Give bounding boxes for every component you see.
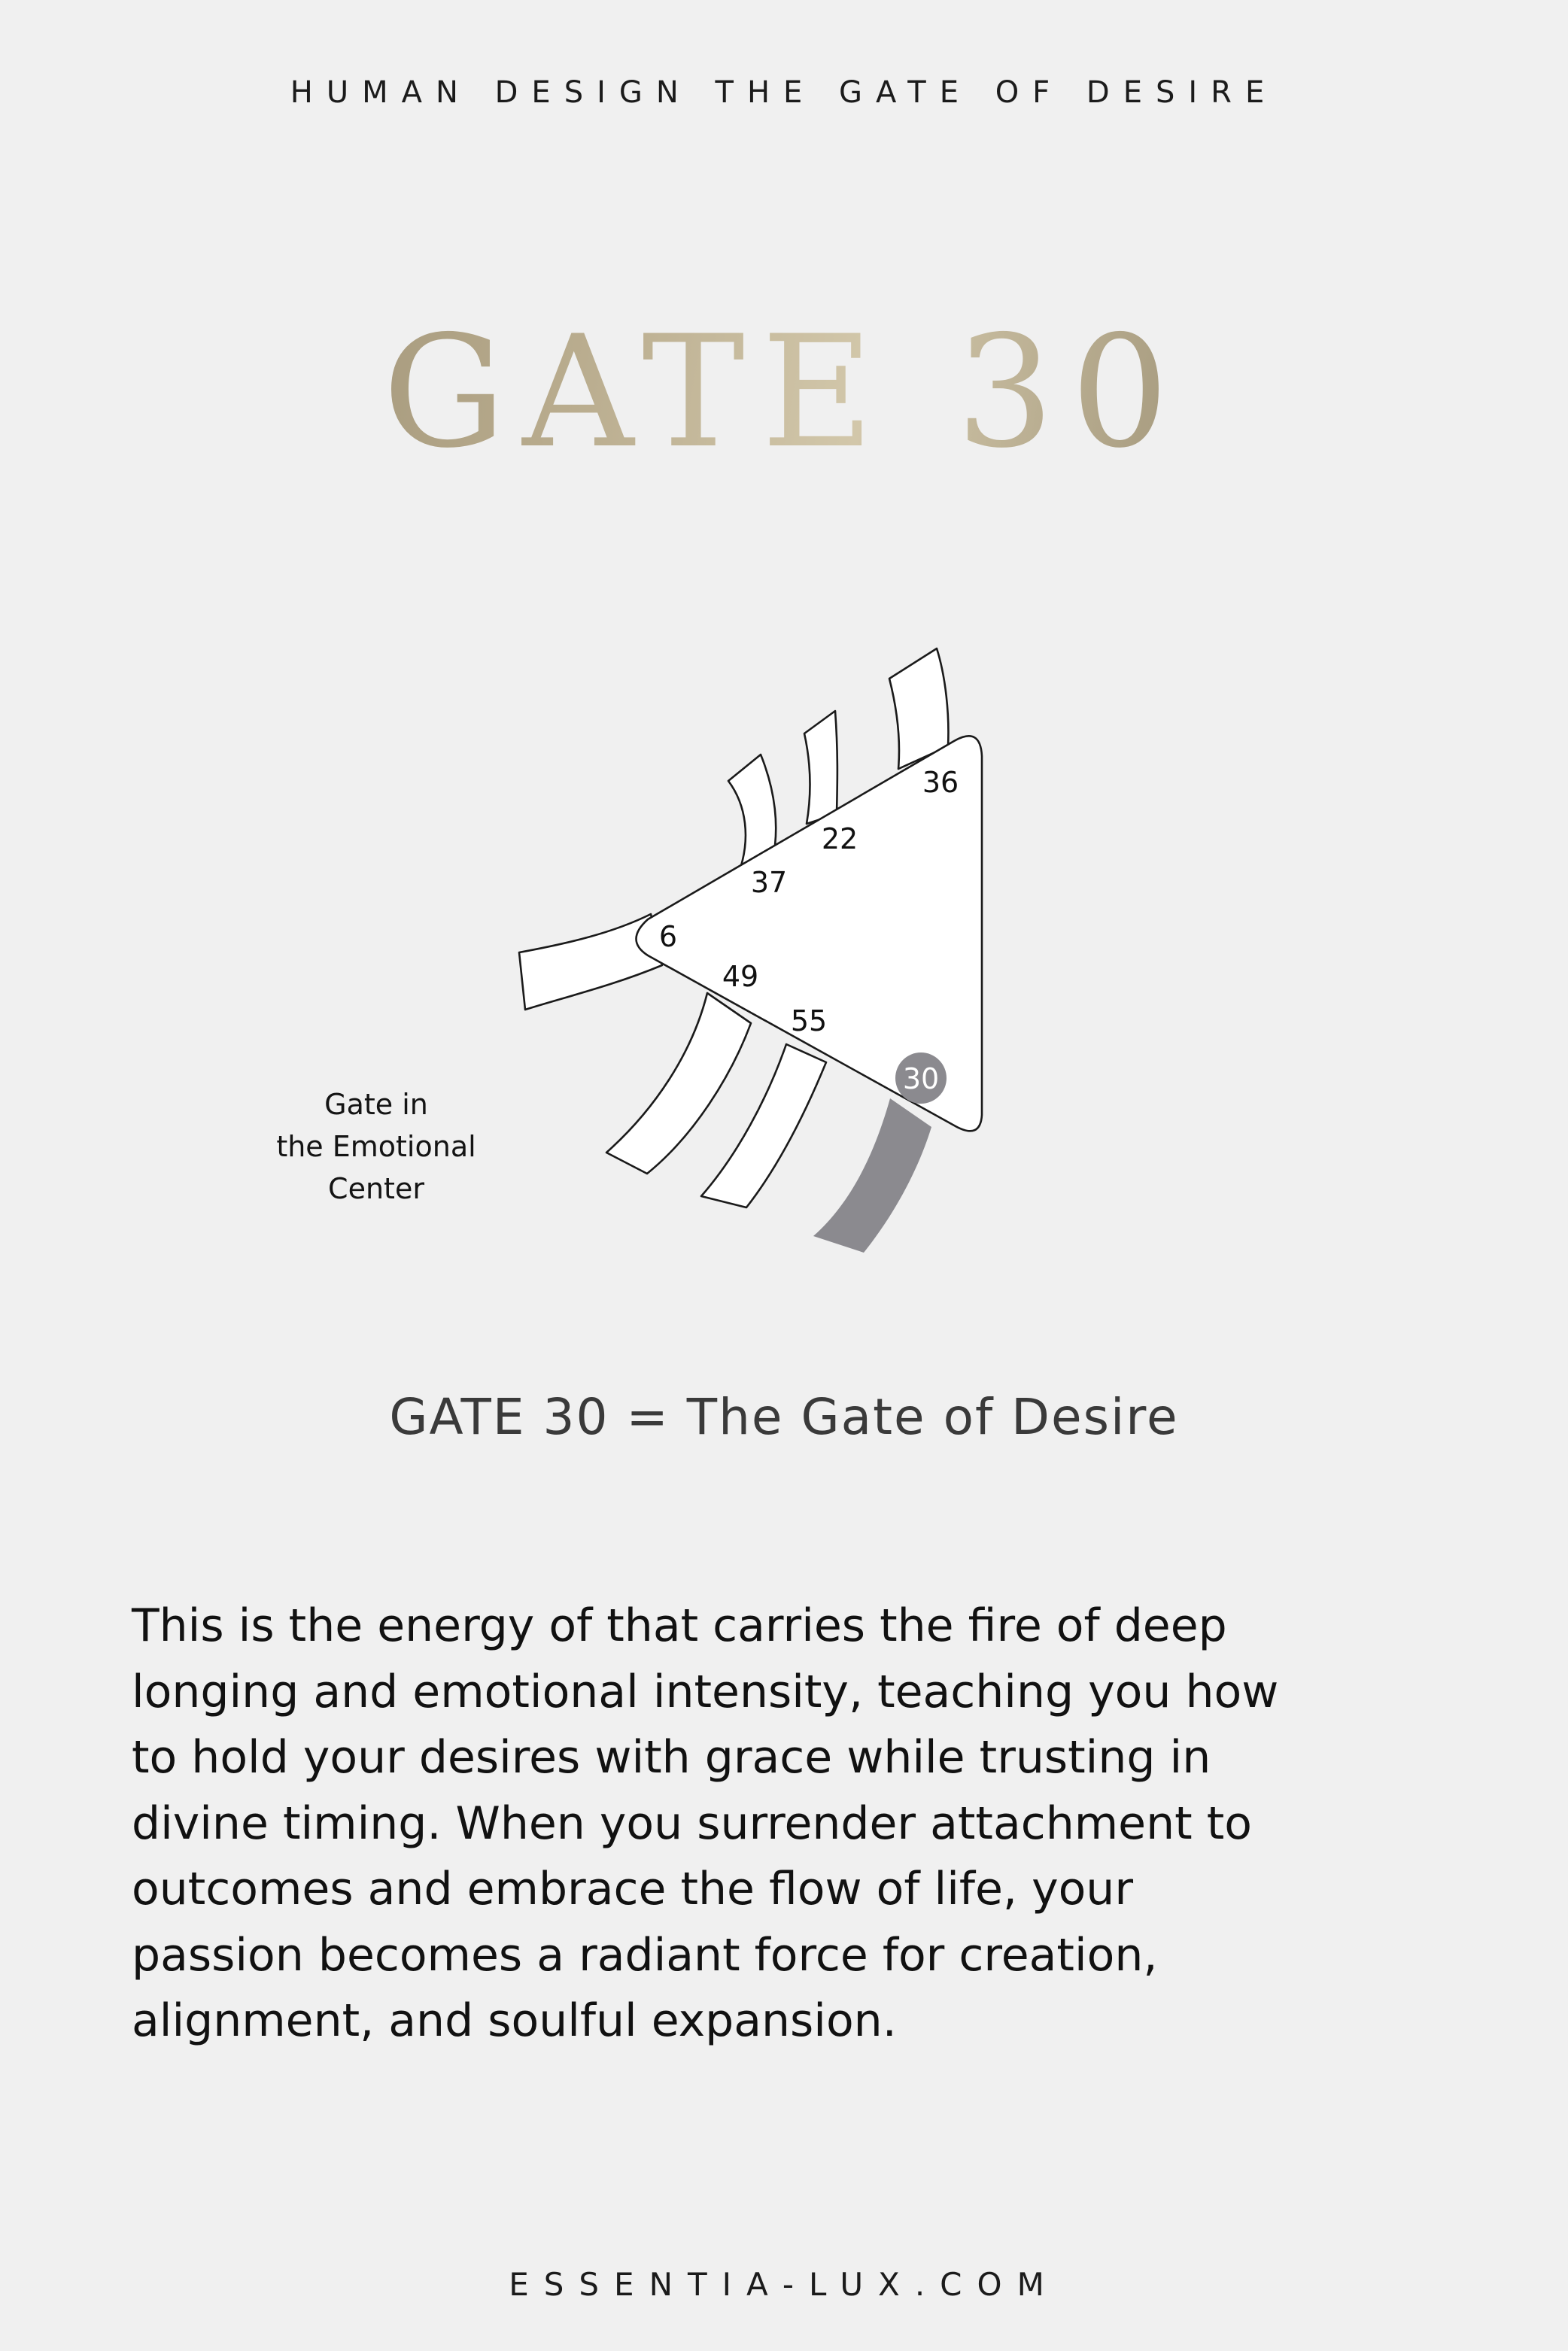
description-line: longing and emotional intensity, teaching you how	[132, 1665, 1279, 1718]
description-line: alignment, and soulful expansion.	[132, 1994, 897, 2047]
footer-url: ESSENTIA-LUX.COM	[509, 2266, 1059, 2303]
gate-subtitle: GATE 30 = The Gate of Desire	[389, 1388, 1179, 1446]
gate-number: 55	[790, 1004, 828, 1037]
channel-gate-22	[804, 711, 837, 824]
gate-number: 6	[658, 920, 678, 953]
description	[132, 1593, 1456, 2055]
description-line: outcomes and embrace the flow of life, your	[132, 1863, 1133, 1915]
caption-line: Center	[328, 1172, 424, 1205]
description-line: to hold your desires with grace while trusting in	[132, 1731, 1211, 1784]
caption-line: the Emotional	[276, 1130, 476, 1163]
gate-number-highlighted: 30	[902, 1062, 940, 1095]
header-label: HUMAN DESIGN THE GATE OF DESIRE	[290, 75, 1278, 110]
description-line: This is the energy of that carries the fire of deep	[132, 1599, 1227, 1652]
description-line: divine timing. When you surrender attachment to	[132, 1797, 1252, 1850]
caption-line: Gate in	[324, 1088, 428, 1121]
gate-number: 36	[922, 766, 959, 799]
description-line: passion becomes a radiant force for creation,	[132, 1928, 1158, 1982]
channel-gate-49	[606, 993, 751, 1174]
gate-number: 37	[750, 866, 788, 899]
gate-title: GATE 30	[0, 316, 1568, 470]
gate-number: 49	[722, 960, 759, 993]
gate-number: 22	[821, 822, 858, 855]
channel-gate-30	[813, 1098, 931, 1253]
